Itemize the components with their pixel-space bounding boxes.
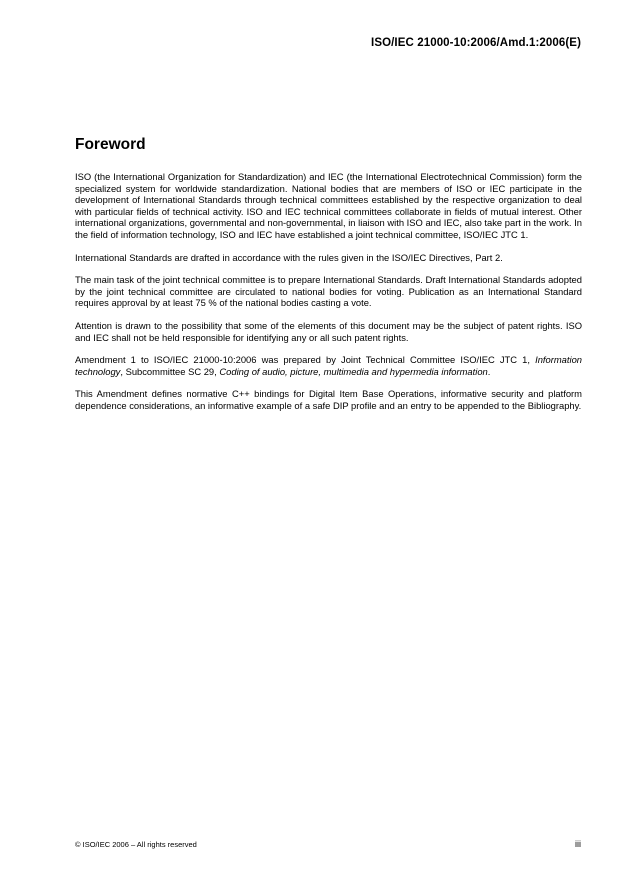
amendment-text-3: . [487,365,491,377]
paragraph-amendment-scope: This Amendment defines normative C++ bindings for Digital Item Base Operations, informative security and platform dependence considerations, an informative example of a safe DIP profile and an entry to be appended to the Bibliography. [75,388,582,411]
paragraph-iso-iec-intro: ISO (the International Organization for Standardization) and IEC (the International Electrotechnical Commission) form the specialized system for worldwide standardization. National bodies that are members of ISO or IEC participate in the development of International Standards through technical committees established by the respective organization to deal with particular fields of technical activity. ISO and IEC technical committees collaborate in fields of mutual interest. Other international organizations, governmental and non-governmental, in liaison with ISO and IEC, also take part in the work. In the field of information technology, ISO and IEC have established a joint technical committee, ISO/IEC JTC 1. [75,171,582,240]
amendment-text-1: Amendment 1 to ISO/IEC 21000-10:2006 was prepared by Joint Technical Committee ISO/IEC JTC 1, [75,354,536,366]
footer-page-number: iii [575,839,581,849]
amendment-italic-1: Information technology [75,354,582,377]
paragraph-drafting-rules: International Standards are drafted in accordance with the rules given in the ISO/IEC Directives, Part 2. [75,251,503,263]
page-title: Foreword [75,136,146,153]
amendment-italic-2: Coding of audio, picture, multimedia and hypermedia information [219,365,488,377]
paragraph-patent-rights: Attention is drawn to the possibility that some of the elements of this document may be the subject of patent rights. ISO and IEC shall not be held responsible for identifying any or all such patent rights. [75,319,582,343]
foreword-body [75,171,582,423]
paragraph-main-task: The main task of the joint technical committee is to prepare International Standards. Draft International Standards adopted by the joint technical committee are circulated to national bodies for voting. Publication as an International Standard requires approval by at least 75 % of the national bodies casting a vote. [75,274,582,309]
amendment-text-2: , Subcommittee SC 29, [120,365,220,377]
footer-copyright: © ISO/IEC 2006 – All rights reserved [75,840,197,849]
document-reference: ISO/IEC 21000-10:2006/Amd.1:2006(E) [371,37,581,49]
paragraph-amendment-prepared [75,354,582,377]
